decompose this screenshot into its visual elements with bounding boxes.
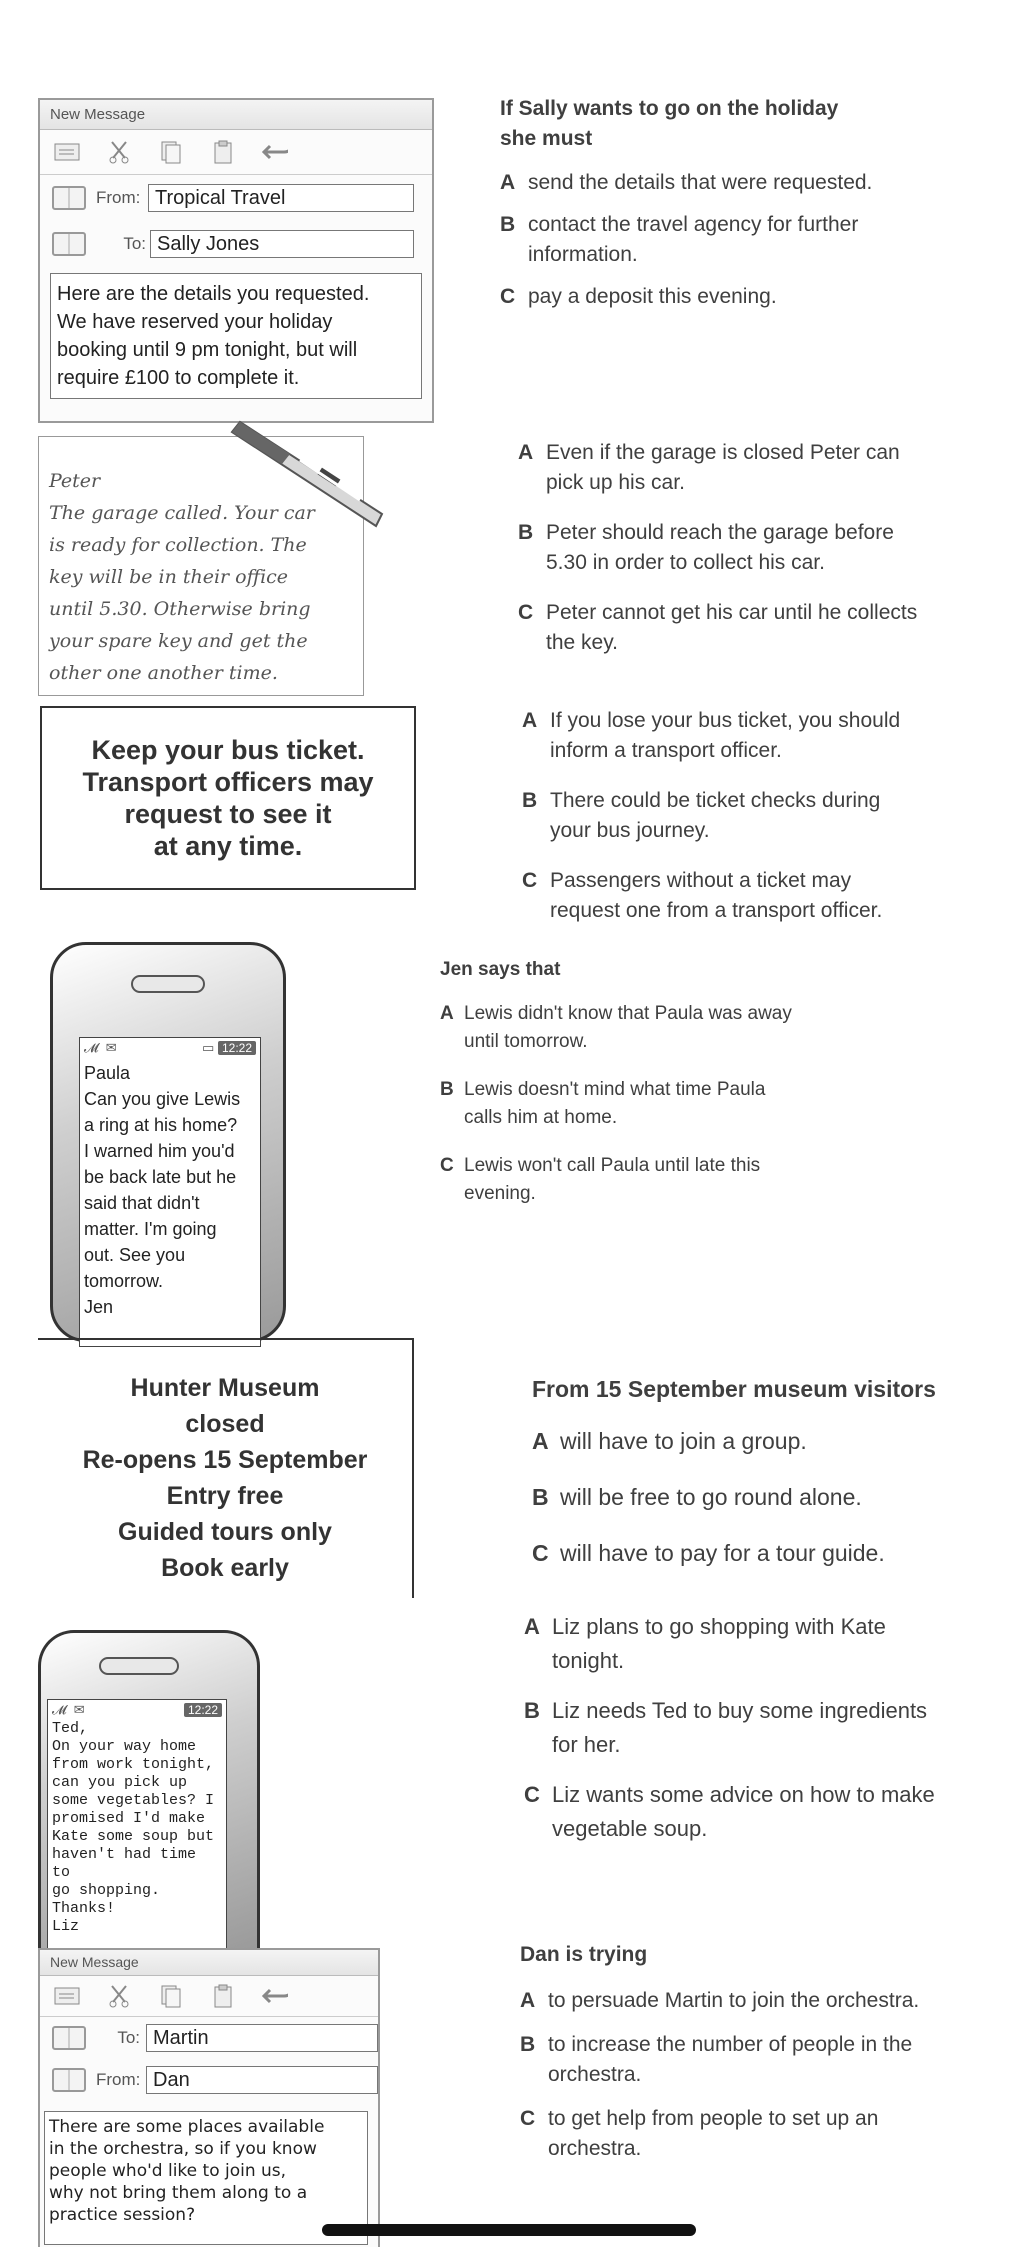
option-text: the key.: [546, 631, 618, 654]
option-text: If you lose your bus ticket, you should: [550, 709, 901, 732]
clock: 12:22: [218, 1041, 256, 1055]
option-text: Lewis doesn't mind what time Paula: [464, 1079, 766, 1100]
phone-speaker: [131, 975, 205, 993]
from-field[interactable]: Dan: [146, 2066, 378, 2094]
note-line: Peter: [49, 470, 101, 492]
email-body-line: in the orchestra, so if you know: [49, 2139, 317, 2159]
question-7: [520, 1940, 1014, 2176]
sms-line: can you pick up: [52, 1774, 188, 1791]
option-letter: C: [532, 1540, 549, 1566]
option-b[interactable]: [524, 1694, 1014, 1762]
option-text: information.: [528, 243, 638, 266]
email-body[interactable]: [44, 2111, 368, 2245]
home-indicator[interactable]: [322, 2224, 696, 2236]
sign-line: Keep your bus ticket.: [91, 735, 365, 765]
option-letter: B: [520, 2033, 536, 2056]
option-a[interactable]: [500, 168, 960, 198]
to-row: [40, 2017, 378, 2059]
option-letter: B: [524, 1698, 540, 1723]
paste-icon[interactable]: [210, 1983, 236, 2009]
option-a[interactable]: [520, 1986, 1014, 2016]
address-book-icon[interactable]: [52, 186, 86, 210]
option-text: pay a deposit this evening.: [528, 285, 777, 308]
sms-line: matter. I'm going: [84, 1219, 217, 1239]
option-c[interactable]: [518, 598, 998, 658]
option-b[interactable]: [500, 210, 960, 270]
option-letter: C: [500, 285, 516, 308]
option-text: Liz wants some advice on how to make: [552, 1782, 935, 1807]
signal-icon: 𝓜 ✉: [52, 1702, 85, 1717]
option-text: orchestra.: [548, 2063, 642, 2086]
sms-line: Liz: [52, 1918, 80, 1935]
option-letter: A: [500, 171, 516, 194]
option-c[interactable]: [440, 1152, 880, 1208]
option-text: send the details that were requested.: [528, 171, 873, 194]
option-text: to persuade Martin to join the orchestra.: [548, 1989, 920, 2012]
option-text: 5.30 in order to collect his car.: [546, 551, 825, 574]
option-b[interactable]: [532, 1482, 1012, 1512]
question-1: [500, 94, 960, 324]
sms-line: Can you give Lewis: [84, 1089, 241, 1109]
option-text: Lewis won't call Paula until late this: [464, 1155, 761, 1176]
paste-icon[interactable]: [210, 139, 236, 165]
option-letter: C: [520, 2107, 536, 2130]
sms-line: Kate some soup but: [52, 1828, 215, 1845]
option-a[interactable]: [524, 1610, 1014, 1678]
option-letter: B: [518, 521, 534, 544]
sms-line: said that didn't: [84, 1193, 200, 1213]
option-letter: A: [518, 441, 534, 464]
status-bar: [80, 1038, 260, 1058]
email-body-line: Here are the details you requested.: [57, 283, 370, 305]
to-row: [40, 221, 432, 267]
email-titlebar: New Message: [40, 1950, 378, 1976]
option-text: contact the travel agency for further: [528, 213, 859, 236]
option-a[interactable]: [518, 438, 998, 498]
option-text: pick up his car.: [546, 471, 685, 494]
email-body-line: There are some places available: [49, 2117, 325, 2137]
option-letter: A: [532, 1428, 549, 1454]
to-label: To:: [123, 234, 146, 253]
option-text: to get help from people to set up an: [548, 2107, 879, 2130]
signal-icon: 𝓜 ✉: [84, 1040, 117, 1055]
option-letter: A: [440, 1003, 454, 1024]
option-text: will be free to go round alone.: [560, 1484, 862, 1510]
option-a[interactable]: [522, 706, 1002, 766]
sign-line: at any time.: [153, 831, 303, 861]
question-stem: [500, 94, 960, 154]
email-body-line: We have reserved your holiday: [57, 311, 333, 333]
option-letter: C: [440, 1155, 454, 1176]
battery-icon: ▭: [202, 1040, 215, 1055]
option-text: calls him at home.: [464, 1107, 618, 1128]
option-text: your bus journey.: [550, 819, 710, 842]
note-line: your spare key and get the: [49, 630, 308, 652]
email-toolbar: [40, 130, 432, 175]
museum-notice: [38, 1338, 414, 1598]
option-text: will have to pay for a tour guide.: [560, 1540, 885, 1566]
option-c[interactable]: [524, 1778, 1014, 1846]
stem-line: If Sally wants to go on the holiday: [500, 97, 839, 120]
option-b[interactable]: [440, 1076, 880, 1132]
email-toolbar: [40, 1976, 378, 2017]
option-text: vegetable soup.: [552, 1816, 708, 1841]
option-c[interactable]: [500, 282, 960, 312]
option-text: until tomorrow.: [464, 1031, 588, 1052]
sms-line: Thanks!: [52, 1900, 116, 1917]
option-text: Liz plans to go shopping with Kate: [552, 1614, 886, 1639]
email-body-line: booking until 9 pm tonight, but will: [57, 339, 358, 361]
copy-icon[interactable]: [158, 1983, 184, 2009]
email-body-line: practice session?: [49, 2205, 196, 2225]
email-body-line: require £100 to complete it.: [57, 367, 300, 389]
option-letter: A: [522, 709, 538, 732]
option-text: for her.: [552, 1732, 621, 1757]
send-icon[interactable]: [54, 1983, 80, 2009]
sms-line: haven't had time to: [52, 1846, 197, 1881]
email-window-q1: [38, 98, 434, 423]
option-text: request one from a transport officer.: [550, 899, 883, 922]
cut-icon[interactable]: [106, 139, 132, 165]
from-row: [40, 2059, 378, 2101]
phone-screen: [47, 1699, 227, 1950]
option-a[interactable]: [440, 1000, 880, 1056]
cut-icon[interactable]: [106, 1983, 132, 2009]
to-field[interactable]: Martin: [146, 2024, 378, 2052]
option-text: will have to join a group.: [560, 1428, 807, 1454]
copy-icon[interactable]: [158, 139, 184, 165]
undo-icon[interactable]: [262, 1983, 288, 2009]
option-letter: A: [520, 1989, 536, 2012]
sms-line: Jen: [84, 1297, 114, 1317]
question-5: [532, 1374, 1012, 1580]
option-letter: B: [522, 789, 538, 812]
bus-ticket-sign: [40, 706, 416, 890]
sms-line: some vegetables? I: [52, 1792, 215, 1809]
from-field[interactable]: Tropical Travel: [148, 184, 414, 212]
address-book-icon[interactable]: [52, 232, 86, 256]
option-text: Peter should reach the garage before: [546, 521, 894, 544]
from-label: From:: [96, 188, 141, 207]
sms-message: [80, 1058, 260, 1322]
option-text: inform a transport officer.: [550, 739, 782, 762]
sms-line: promised I'd make: [52, 1810, 206, 1827]
sms-line: Paula: [84, 1063, 131, 1083]
clock: 12:22: [184, 1703, 222, 1717]
sms-line: out. See you: [84, 1245, 186, 1265]
from-row: [40, 175, 432, 221]
to-label: To:: [117, 2028, 140, 2047]
note-line: is ready for collection. The: [49, 534, 307, 556]
option-b[interactable]: [520, 2030, 1014, 2090]
sms-line: Ted,: [52, 1720, 89, 1737]
option-text: Even if the garage is closed Peter can: [546, 441, 900, 464]
email-body[interactable]: [50, 273, 422, 399]
sms-line: a ring at his home?: [84, 1115, 238, 1135]
sms-line: On your way home: [52, 1738, 197, 1755]
option-letter: A: [524, 1614, 540, 1639]
email-window-q7: [38, 1948, 380, 2247]
address-book-icon[interactable]: [52, 2068, 86, 2092]
question-2: [518, 438, 998, 670]
notice-line: Guided tours only: [118, 1518, 332, 1546]
phone-screen: [79, 1037, 261, 1347]
stem-line: she must: [500, 127, 593, 150]
option-letter: C: [518, 601, 534, 624]
sms-line: I warned him you'd: [84, 1141, 235, 1161]
question-stem: From 15 September museum visitors: [532, 1376, 936, 1402]
notice-line: Book early: [161, 1554, 289, 1582]
sms-line: tomorrow.: [84, 1271, 164, 1291]
sms-line: go shopping.: [52, 1882, 161, 1899]
question-6: [524, 1610, 1014, 1858]
note-line: key will be in their office: [49, 566, 289, 588]
question-4: [440, 956, 880, 1220]
sign-line: request to see it: [124, 799, 332, 829]
notice-line: closed: [185, 1410, 265, 1438]
to-field[interactable]: Sally Jones: [150, 230, 414, 258]
sms-line: from work tonight,: [52, 1756, 215, 1773]
notice-line: Re-opens 15 September: [82, 1446, 368, 1474]
mobile-phone: [38, 1630, 260, 1950]
option-text: evening.: [464, 1183, 536, 1204]
option-text: Passengers without a ticket may: [550, 869, 852, 892]
option-letter: B: [500, 213, 516, 236]
option-c[interactable]: [532, 1538, 1012, 1568]
option-text: Peter cannot get his car until he collects: [546, 601, 918, 624]
address-book-icon[interactable]: [52, 2026, 86, 2050]
option-letter: C: [522, 869, 538, 892]
question-stem: Jen says that: [440, 959, 561, 980]
sms-line: be back late but he: [84, 1167, 237, 1187]
note-line: other one another time.: [49, 662, 278, 684]
option-c[interactable]: [522, 866, 1002, 926]
notice-line: Hunter Museum: [130, 1374, 320, 1402]
option-text: Lewis didn't know that Paula was away: [464, 1003, 792, 1024]
mobile-phone: [50, 942, 286, 1342]
option-text: tonight.: [552, 1648, 625, 1673]
phone-speaker: [99, 1657, 179, 1675]
send-icon[interactable]: [54, 139, 80, 165]
option-c[interactable]: [520, 2104, 1014, 2164]
note-line: until 5.30. Otherwise bring: [49, 598, 311, 620]
option-text: orchestra.: [548, 2137, 642, 2160]
option-text: Liz needs Ted to buy some ingredients: [552, 1698, 928, 1723]
pen-icon: [230, 418, 390, 538]
sign-line: Transport officers may: [82, 767, 374, 797]
option-b[interactable]: [518, 518, 998, 578]
question-stem: Dan is trying: [520, 1943, 648, 1966]
from-label: From:: [96, 2070, 141, 2089]
option-letter: C: [524, 1782, 540, 1807]
email-body-line: why not bring them along to a: [49, 2183, 308, 2203]
option-letter: B: [532, 1484, 549, 1510]
status-bar: [48, 1700, 226, 1720]
option-letter: B: [440, 1079, 454, 1100]
option-a[interactable]: [532, 1426, 1012, 1456]
option-text: There could be ticket checks during: [550, 789, 881, 812]
option-text: to increase the number of people in the: [548, 2033, 913, 2056]
email-titlebar: New Message: [40, 100, 432, 130]
option-b[interactable]: [522, 786, 1002, 846]
undo-icon[interactable]: [262, 139, 288, 165]
note-line: The garage called. Your car: [49, 502, 315, 524]
notice-line: Entry free: [166, 1482, 284, 1510]
question-3: [522, 706, 1002, 938]
email-body-line: people who'd like to join us,: [49, 2161, 287, 2181]
sms-message: [48, 1720, 226, 1936]
